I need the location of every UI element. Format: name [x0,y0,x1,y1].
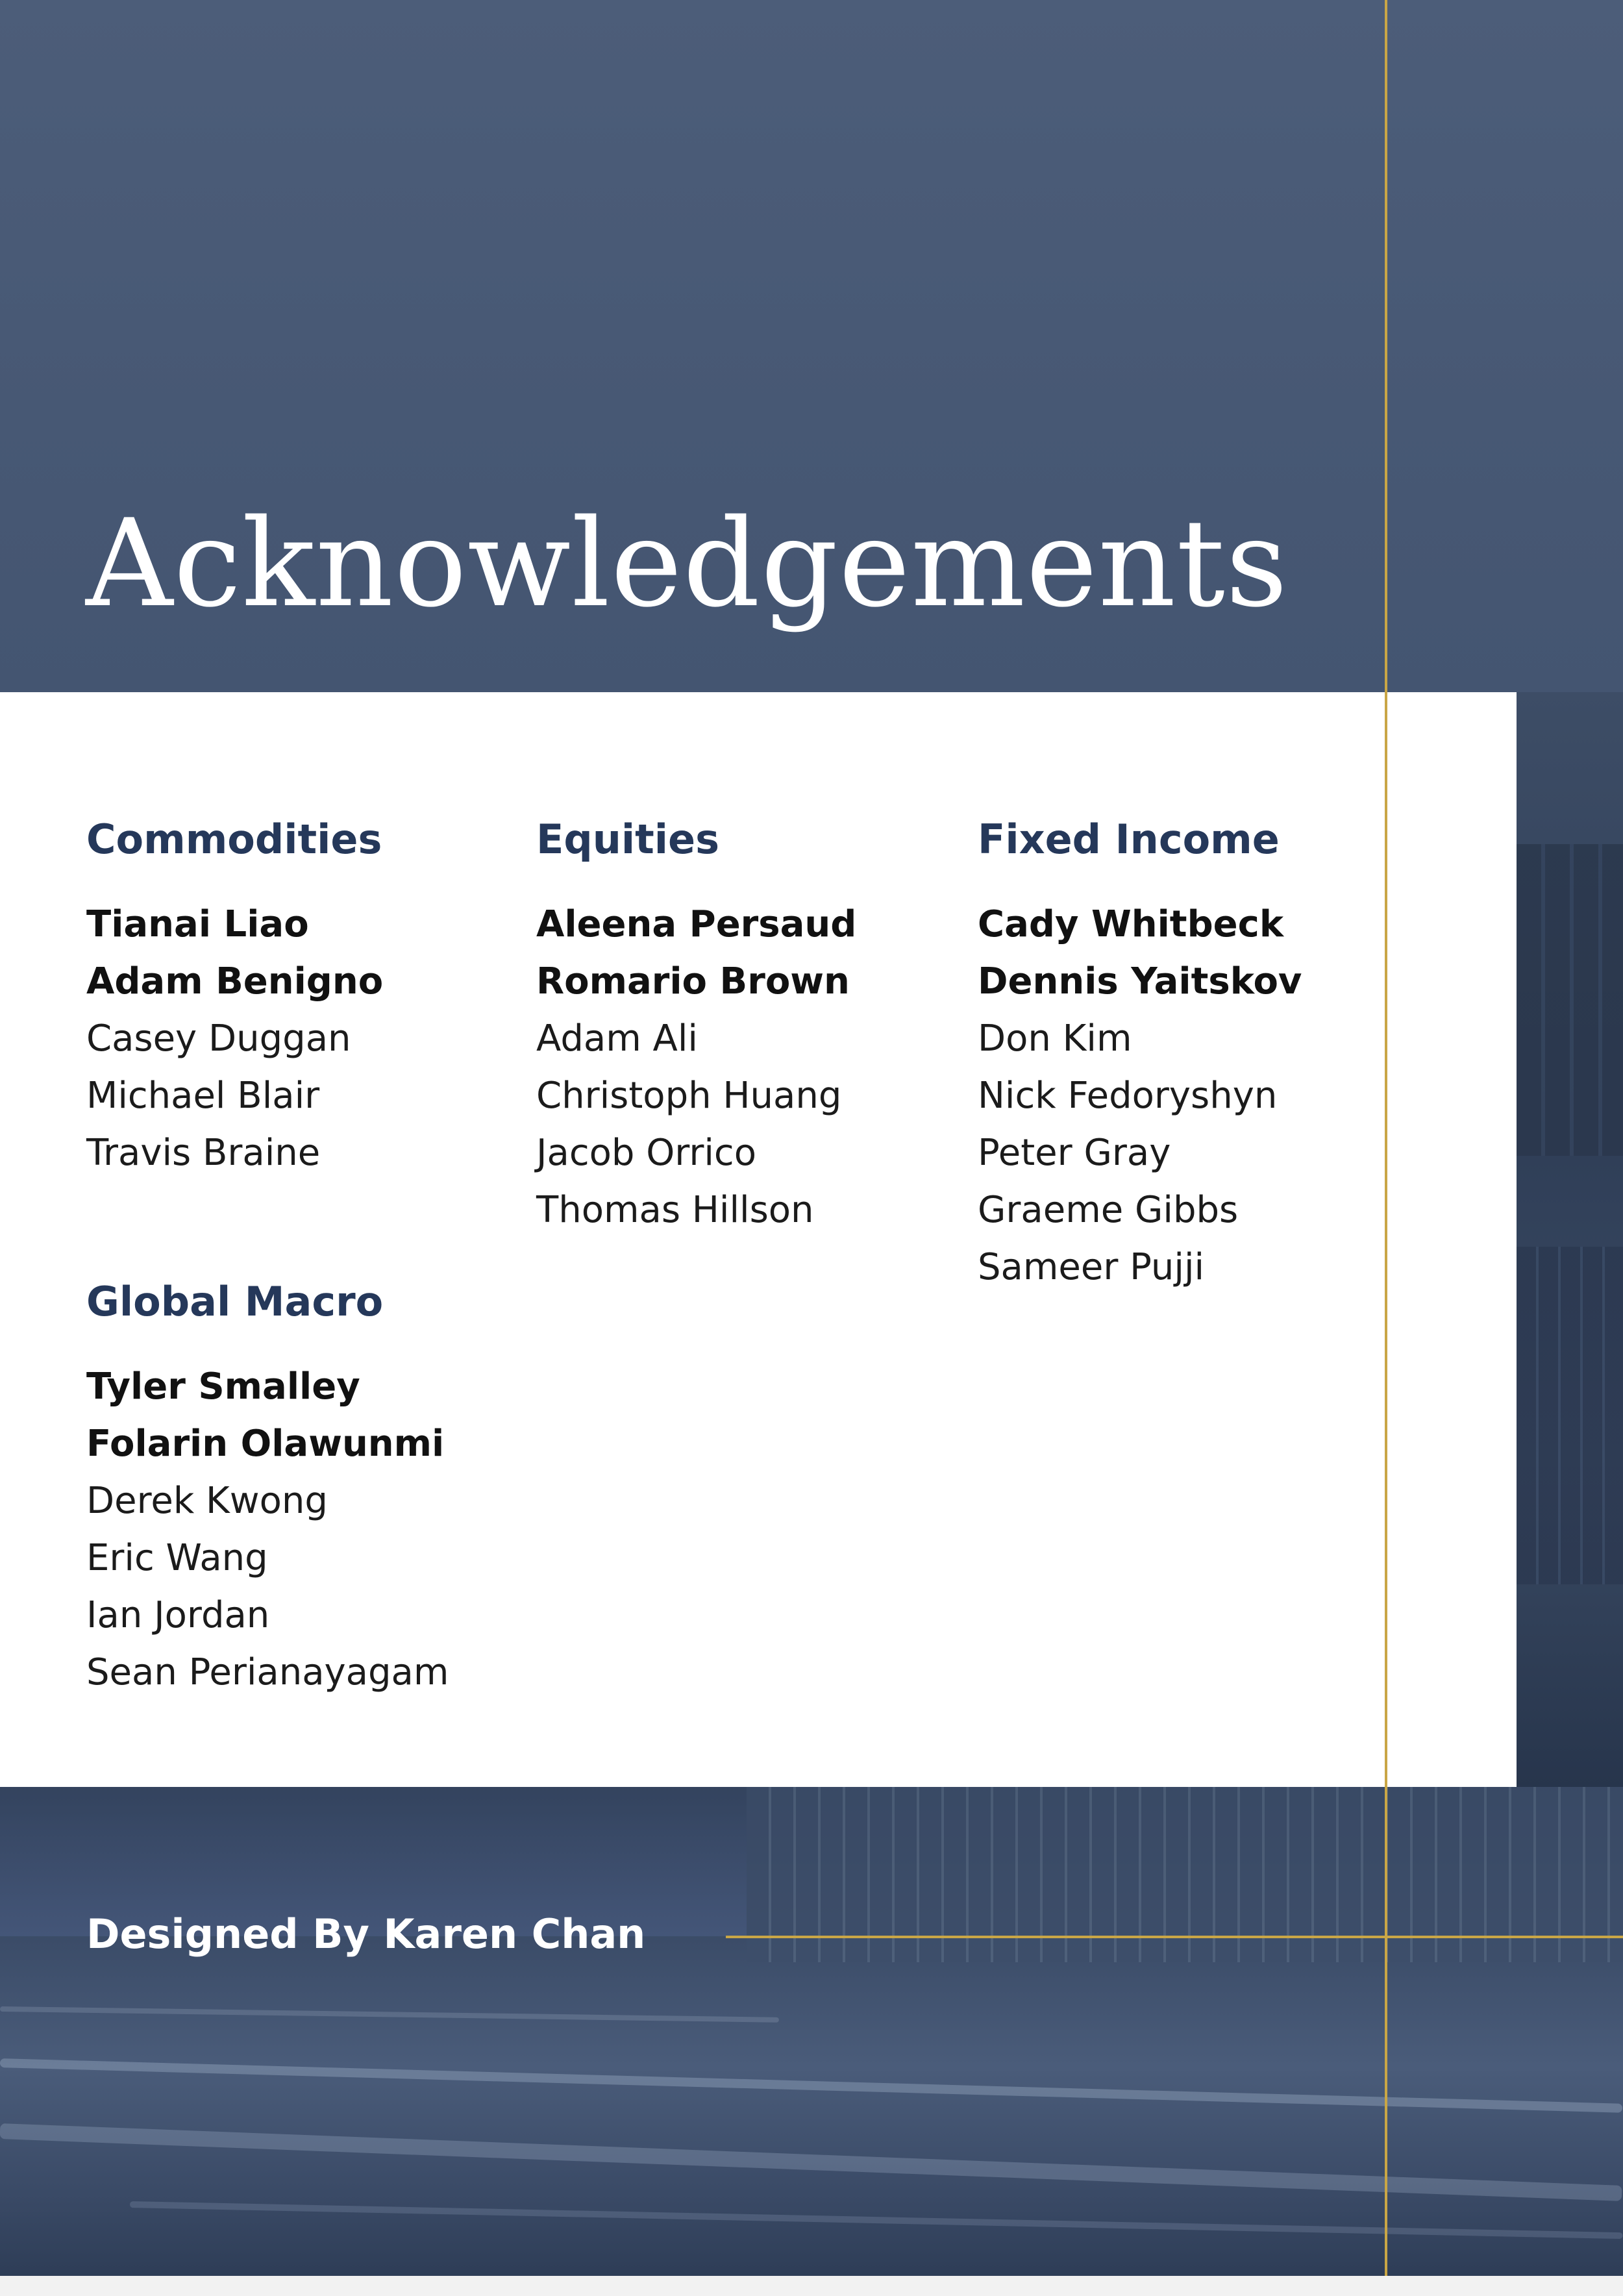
team-member-name: Christoph Huang [536,1075,842,1117]
content-panel [0,692,1517,1787]
building-windows-upper [1517,844,1623,1156]
team-lead-name: Cady Whitbeck [978,903,1284,945]
team-member-name: Graeme Gibbs [978,1189,1239,1231]
team-member-name: Jacob Orrico [536,1132,756,1174]
section-heading: Global Macro [86,1278,384,1325]
team-lead-name: Romario Brown [536,960,850,1003]
designer-credit: Designed By Karen Chan [86,1910,646,1958]
team-member-name: Peter Gray [978,1132,1171,1174]
building-windows-lower [1517,1247,1623,1584]
team-member-name: Nick Fedoryshyn [978,1075,1278,1117]
team-member-name: Derek Kwong [86,1480,328,1522]
gold-vertical-rule [1385,0,1387,2276]
team-member-name: Sameer Pujji [978,1246,1205,1288]
name-list [86,896,383,1182]
team-lead-name: Folarin Olawunmi [86,1423,445,1465]
section-fixed-income [978,816,1302,1296]
team-member-name: Casey Duggan [86,1017,351,1060]
team-member-name: Travis Braine [86,1132,321,1174]
team-member-name: Michael Blair [86,1075,320,1117]
name-list [978,896,1302,1296]
page-title: Acknowledgements [86,493,1289,634]
section-global-macro [86,1278,449,1701]
team-lead-name: Aleena Persaud [536,903,857,945]
section-heading: Equities [536,816,719,863]
team-member-name: Thomas Hillson [536,1189,814,1231]
section-heading: Commodities [86,816,382,863]
page-bottom-margin [0,2276,1623,2296]
team-lead-name: Tianai Liao [86,903,309,945]
section-heading: Fixed Income [978,816,1280,863]
gold-horizontal-rule [726,1936,1623,1938]
team-member-name: Adam Ali [536,1017,698,1060]
team-member-name: Sean Perianayagam [86,1651,449,1693]
team-lead-name: Adam Benigno [86,960,384,1003]
section-commodities [86,816,384,1182]
team-lead-name: Dennis Yaitskov [978,960,1302,1003]
section-equities [536,816,857,1239]
team-lead-name: Tyler Smalley [86,1366,360,1408]
team-member-name: Ian Jordan [86,1594,270,1636]
name-list [86,1358,449,1701]
team-member-name: Eric Wang [86,1537,268,1579]
name-list [536,896,856,1239]
team-member-name: Don Kim [978,1017,1132,1060]
